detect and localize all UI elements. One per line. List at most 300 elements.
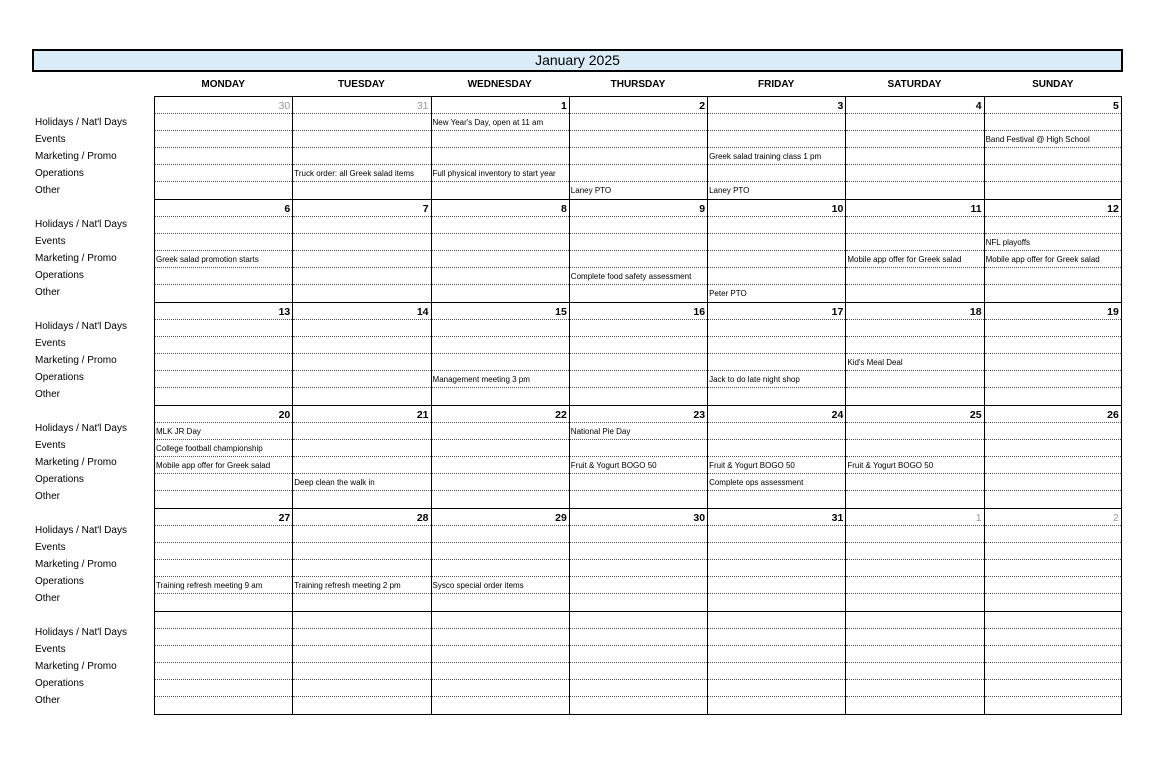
day-number: 24: [708, 406, 845, 423]
event-entry[interactable]: [708, 680, 845, 697]
event-entry[interactable]: [570, 148, 707, 165]
category-label-group: [35, 504, 153, 606]
day-cell[interactable]: [154, 406, 292, 508]
event-entry[interactable]: [570, 234, 707, 251]
event-entry[interactable]: [155, 629, 292, 646]
event-entry[interactable]: [432, 337, 569, 354]
day-cell[interactable]: [707, 303, 845, 405]
event-entry[interactable]: [155, 114, 292, 131]
category-label: Holidays / Nat'l Days: [35, 525, 127, 536]
event-entry[interactable]: Laney PTO: [570, 186, 612, 195]
day-cell[interactable]: [845, 509, 983, 611]
event-entry[interactable]: [708, 440, 845, 457]
event-entry[interactable]: [432, 320, 569, 337]
event-entry[interactable]: [293, 560, 430, 577]
event-entry[interactable]: [293, 337, 430, 354]
event-entry[interactable]: [155, 697, 292, 714]
category-label: Holidays / Nat'l Days: [35, 627, 127, 638]
event-entry[interactable]: Fruit & Yogurt BOGO 50: [846, 457, 983, 474]
event-entry[interactable]: [846, 629, 983, 646]
event-entry[interactable]: [708, 646, 845, 663]
event-entry[interactable]: [570, 371, 707, 388]
event-entry[interactable]: [708, 320, 845, 337]
day-cell[interactable]: [431, 200, 569, 302]
event-entry[interactable]: [708, 337, 845, 354]
event-entry[interactable]: [432, 663, 569, 680]
event-entry[interactable]: [985, 646, 1121, 663]
event-entry[interactable]: [432, 234, 569, 251]
day-cell[interactable]: [845, 200, 983, 302]
event-entry[interactable]: [985, 543, 1121, 560]
event-entry[interactable]: [155, 320, 292, 337]
event-entry[interactable]: [570, 251, 707, 268]
event-entry[interactable]: Mobile app offer for Greek salad: [985, 251, 1121, 268]
day-number: [708, 612, 845, 629]
event-entry[interactable]: [155, 560, 292, 577]
event-entry[interactable]: [985, 285, 1121, 302]
event-entry[interactable]: [570, 629, 707, 646]
event-entry[interactable]: New Year's Day, open at 11 am: [432, 114, 569, 131]
day-cell[interactable]: [707, 406, 845, 508]
event-entry[interactable]: [155, 680, 292, 697]
event-entry[interactable]: [432, 354, 569, 371]
event-entry[interactable]: [570, 646, 707, 663]
event-entry[interactable]: [293, 697, 430, 714]
event-entry[interactable]: [570, 680, 707, 697]
event-entry[interactable]: Mobile app offer for Greek salad: [846, 251, 983, 268]
week-row: [154, 302, 1122, 405]
day-number: 5: [985, 97, 1121, 114]
event-entry[interactable]: Truck order: all Greek salad items: [293, 165, 430, 182]
event-entry[interactable]: [293, 388, 430, 405]
day-cell[interactable]: [154, 303, 292, 405]
category-label: Holidays / Nat'l Days: [35, 321, 127, 332]
event-entry[interactable]: [846, 131, 983, 148]
event-entry[interactable]: [846, 320, 983, 337]
event-entry[interactable]: [985, 697, 1121, 714]
category-label: Other: [35, 185, 61, 196]
event-entry[interactable]: [155, 354, 292, 371]
event-entry[interactable]: [846, 646, 983, 663]
day-number: 26: [985, 406, 1121, 423]
day-cell[interactable]: [569, 406, 707, 508]
event-entry[interactable]: [155, 594, 292, 611]
category-label: Events: [35, 440, 66, 451]
event-entry[interactable]: [708, 697, 845, 714]
event-entry[interactable]: [570, 217, 707, 234]
event-entry[interactable]: Full physical inventory to start year: [432, 165, 569, 182]
event-entry[interactable]: MLK JR Day: [155, 423, 292, 440]
event-entry[interactable]: [570, 543, 707, 560]
day-cell[interactable]: [707, 612, 845, 714]
event-entry[interactable]: [708, 354, 845, 371]
event-entry[interactable]: [708, 268, 845, 285]
event-entry[interactable]: [570, 285, 707, 302]
event-entry[interactable]: [570, 594, 707, 611]
category-label-group: [35, 198, 153, 300]
day-number: 11: [846, 200, 983, 217]
day-cell[interactable]: [292, 303, 430, 405]
event-entry[interactable]: [155, 474, 292, 491]
event-entry[interactable]: [293, 423, 430, 440]
event-entry[interactable]: [846, 543, 983, 560]
event-entry[interactable]: Kid's Meal Deal: [846, 354, 983, 371]
event-entry[interactable]: [708, 234, 845, 251]
day-cell[interactable]: [707, 200, 845, 302]
category-label: Marketing / Promo: [35, 253, 117, 264]
event-entry[interactable]: [432, 646, 569, 663]
event-entry[interactable]: [708, 114, 845, 131]
event-entry[interactable]: [708, 594, 845, 611]
event-entry[interactable]: Management meeting 3 pm: [432, 371, 569, 388]
day-cell[interactable]: [845, 406, 983, 508]
event-entry[interactable]: [293, 629, 430, 646]
event-entry[interactable]: [846, 148, 983, 165]
event-entry[interactable]: [432, 629, 569, 646]
day-cell[interactable]: [292, 97, 430, 199]
event-entry[interactable]: [985, 337, 1121, 354]
day-cell[interactable]: [569, 97, 707, 199]
event-entry[interactable]: [708, 663, 845, 680]
event-entry[interactable]: [432, 543, 569, 560]
day-number: 15: [432, 303, 569, 320]
event-entry[interactable]: [432, 594, 569, 611]
event-entry[interactable]: [293, 217, 430, 234]
event-entry[interactable]: [708, 251, 845, 268]
day-number: 25: [846, 406, 983, 423]
event-entry[interactable]: [846, 663, 983, 680]
event-entry[interactable]: [846, 594, 983, 611]
event-entry[interactable]: [432, 697, 569, 714]
event-entry[interactable]: [708, 543, 845, 560]
event-entry[interactable]: [293, 114, 430, 131]
event-entry[interactable]: [846, 491, 983, 508]
day-number: 10: [708, 200, 845, 217]
event-entry[interactable]: [293, 371, 430, 388]
event-entry[interactable]: [985, 663, 1121, 680]
day-cell[interactable]: [569, 612, 707, 714]
event-entry[interactable]: [570, 577, 707, 594]
day-number: 3: [708, 97, 845, 114]
event-entry[interactable]: [708, 577, 845, 594]
event-entry[interactable]: [570, 337, 707, 354]
event-entry[interactable]: College football championship: [155, 440, 292, 457]
day-cell[interactable]: [431, 303, 569, 405]
event-entry[interactable]: Greek salad training class 1 pm: [708, 148, 845, 165]
day-cell[interactable]: [984, 509, 1122, 611]
event-entry[interactable]: [432, 251, 569, 268]
event-entry[interactable]: [432, 285, 569, 302]
event-entry[interactable]: [985, 577, 1121, 594]
event-entry[interactable]: [985, 423, 1121, 440]
event-entry[interactable]: [293, 354, 430, 371]
event-entry[interactable]: [293, 285, 430, 302]
event-entry[interactable]: [570, 440, 707, 457]
event-entry[interactable]: [846, 526, 983, 543]
event-entry[interactable]: [432, 680, 569, 697]
event-entry[interactable]: Fruit & Yogurt BOGO 50: [570, 457, 707, 474]
category-label: Other: [35, 287, 61, 298]
event-entry[interactable]: [155, 217, 292, 234]
event-entry[interactable]: [155, 165, 292, 182]
event-entry[interactable]: [293, 646, 430, 663]
event-entry[interactable]: [846, 285, 983, 302]
event-entry[interactable]: [155, 182, 292, 199]
event-entry[interactable]: [293, 543, 430, 560]
event-entry[interactable]: [155, 526, 292, 543]
category-label-group: [35, 300, 153, 402]
event-entry[interactable]: [293, 491, 430, 508]
event-entry[interactable]: [432, 423, 569, 440]
event-entry[interactable]: [293, 251, 430, 268]
event-entry[interactable]: Complete ops assessment: [708, 474, 845, 491]
event-entry[interactable]: [708, 165, 845, 182]
day-cell[interactable]: [984, 97, 1122, 199]
event-entry[interactable]: [985, 268, 1121, 285]
event-entry[interactable]: Sysco special order items: [432, 577, 569, 594]
day-number: 20: [155, 406, 292, 423]
event-entry[interactable]: [293, 663, 430, 680]
event-entry[interactable]: [985, 680, 1121, 697]
event-entry[interactable]: Peter PTO: [709, 289, 747, 298]
event-entry[interactable]: Complete food safety assessment: [570, 268, 707, 285]
event-entry[interactable]: [155, 131, 292, 148]
event-entry[interactable]: [708, 423, 845, 440]
day-number: 30: [155, 97, 292, 114]
day-number: 2: [985, 509, 1121, 526]
day-cell[interactable]: [845, 612, 983, 714]
event-entry[interactable]: [155, 148, 292, 165]
category-label: Operations: [35, 168, 84, 179]
event-entry[interactable]: [708, 491, 845, 508]
category-label: Other: [35, 389, 61, 400]
event-entry[interactable]: [432, 474, 569, 491]
event-entry[interactable]: [985, 440, 1121, 457]
event-entry[interactable]: Fruit & Yogurt BOGO 50: [708, 457, 845, 474]
event-entry[interactable]: [155, 491, 292, 508]
event-entry[interactable]: [293, 594, 430, 611]
day-cell[interactable]: [292, 509, 430, 611]
event-entry[interactable]: [708, 629, 845, 646]
event-entry[interactable]: [985, 594, 1121, 611]
event-entry[interactable]: [432, 526, 569, 543]
weekday-sunday: SUNDAY: [1032, 79, 1074, 90]
event-entry[interactable]: [570, 697, 707, 714]
event-entry[interactable]: [432, 148, 569, 165]
category-label: Marketing / Promo: [35, 661, 117, 672]
day-cell[interactable]: [984, 612, 1122, 714]
event-entry[interactable]: NFL playoffs: [985, 234, 1121, 251]
event-entry[interactable]: [985, 491, 1121, 508]
event-entry[interactable]: [432, 131, 569, 148]
event-entry[interactable]: [846, 217, 983, 234]
event-entry[interactable]: [432, 182, 569, 199]
day-cell[interactable]: [154, 97, 292, 199]
day-cell[interactable]: [984, 200, 1122, 302]
day-cell[interactable]: [569, 303, 707, 405]
event-entry[interactable]: [570, 165, 707, 182]
event-entry[interactable]: [985, 457, 1121, 474]
day-cell[interactable]: [845, 97, 983, 199]
event-entry[interactable]: [985, 474, 1121, 491]
event-entry[interactable]: [985, 560, 1121, 577]
event-entry[interactable]: [432, 217, 569, 234]
day-number: 13: [155, 303, 292, 320]
event-entry[interactable]: [846, 234, 983, 251]
day-number: 21: [293, 406, 430, 423]
day-cell[interactable]: [569, 200, 707, 302]
event-entry[interactable]: [846, 474, 983, 491]
day-cell[interactable]: [292, 406, 430, 508]
event-entry[interactable]: [985, 526, 1121, 543]
event-entry[interactable]: [846, 440, 983, 457]
event-entry[interactable]: National Pie Day: [570, 423, 707, 440]
event-entry[interactable]: [155, 337, 292, 354]
event-entry[interactable]: [293, 526, 430, 543]
event-entry[interactable]: [432, 388, 569, 405]
event-entry[interactable]: [985, 354, 1121, 371]
event-entry[interactable]: [985, 217, 1121, 234]
event-entry[interactable]: [708, 217, 845, 234]
event-entry[interactable]: [708, 131, 845, 148]
day-number: 2: [570, 97, 707, 114]
event-entry[interactable]: [846, 165, 983, 182]
event-entry[interactable]: [846, 577, 983, 594]
event-entry[interactable]: [985, 320, 1121, 337]
event-entry[interactable]: [985, 371, 1121, 388]
day-cell[interactable]: [154, 200, 292, 302]
event-entry[interactable]: [708, 526, 845, 543]
day-cell[interactable]: [154, 509, 292, 611]
event-entry[interactable]: [432, 440, 569, 457]
event-entry[interactable]: [985, 165, 1121, 182]
event-entry[interactable]: Training refresh meeting 9 am: [155, 577, 292, 594]
day-cell[interactable]: [845, 303, 983, 405]
category-label: Events: [35, 338, 66, 349]
day-cell[interactable]: [154, 612, 292, 714]
day-number: 8: [432, 200, 569, 217]
event-entry[interactable]: [846, 371, 983, 388]
event-entry[interactable]: [570, 320, 707, 337]
event-entry[interactable]: [846, 560, 983, 577]
event-entry[interactable]: [293, 440, 430, 457]
category-label: Events: [35, 644, 66, 655]
day-cell[interactable]: [984, 406, 1122, 508]
day-cell[interactable]: [292, 200, 430, 302]
event-entry[interactable]: [985, 182, 1121, 199]
day-cell[interactable]: [569, 509, 707, 611]
event-entry[interactable]: [985, 629, 1121, 646]
day-number: 12: [985, 200, 1121, 217]
event-entry[interactable]: [570, 526, 707, 543]
category-label: Other: [35, 491, 61, 502]
event-entry[interactable]: [432, 560, 569, 577]
event-entry[interactable]: [846, 182, 983, 199]
event-entry[interactable]: [846, 423, 983, 440]
event-entry[interactable]: [985, 388, 1121, 405]
category-label-group: [35, 606, 153, 708]
event-entry[interactable]: Training refresh meeting 2 pm: [293, 577, 430, 594]
category-label: Other: [35, 593, 61, 604]
event-entry[interactable]: [432, 268, 569, 285]
event-entry[interactable]: [293, 234, 430, 251]
event-entry[interactable]: [293, 320, 430, 337]
event-entry[interactable]: [293, 457, 430, 474]
event-entry[interactable]: [708, 388, 845, 405]
event-entry[interactable]: [570, 131, 707, 148]
event-entry[interactable]: [293, 680, 430, 697]
day-cell[interactable]: [707, 509, 845, 611]
event-entry[interactable]: Laney PTO: [709, 186, 750, 195]
event-entry[interactable]: [155, 371, 292, 388]
event-entry[interactable]: Mobile app offer for Greek salad: [155, 457, 292, 474]
event-entry[interactable]: [570, 388, 707, 405]
event-entry[interactable]: [570, 474, 707, 491]
event-entry[interactable]: Band Festival @ High School: [985, 131, 1121, 148]
event-entry[interactable]: [846, 680, 983, 697]
event-entry[interactable]: [293, 148, 430, 165]
day-number: 1: [846, 509, 983, 526]
event-entry[interactable]: [985, 114, 1121, 131]
category-label: Holidays / Nat'l Days: [35, 117, 127, 128]
day-number: 4: [846, 97, 983, 114]
event-entry[interactable]: [570, 491, 707, 508]
event-entry[interactable]: Jack to do late night shop: [708, 371, 845, 388]
event-entry[interactable]: [708, 560, 845, 577]
category-labels-column: [35, 96, 153, 708]
event-entry[interactable]: [570, 354, 707, 371]
day-cell[interactable]: [707, 97, 845, 199]
event-entry[interactable]: [846, 114, 983, 131]
event-entry[interactable]: [570, 560, 707, 577]
event-entry[interactable]: [155, 268, 292, 285]
event-entry[interactable]: [570, 663, 707, 680]
event-entry[interactable]: [293, 182, 430, 199]
event-entry[interactable]: [846, 268, 983, 285]
event-entry[interactable]: [155, 646, 292, 663]
event-entry[interactable]: [155, 234, 292, 251]
event-entry[interactable]: Deep clean the walk in: [293, 474, 430, 491]
day-number: 19: [985, 303, 1121, 320]
category-label: Operations: [35, 576, 84, 587]
day-cell[interactable]: [431, 97, 569, 199]
event-entry[interactable]: [293, 268, 430, 285]
day-number: [432, 612, 569, 629]
week-row: [154, 96, 1122, 199]
weekday-thursday: THURSDAY: [610, 79, 666, 90]
event-entry[interactable]: [155, 543, 292, 560]
event-entry[interactable]: [846, 337, 983, 354]
category-label: Other: [35, 695, 61, 706]
event-entry[interactable]: [155, 663, 292, 680]
event-entry[interactable]: [155, 285, 292, 302]
event-entry[interactable]: [846, 388, 983, 405]
day-cell[interactable]: [431, 509, 569, 611]
event-entry[interactable]: [155, 388, 292, 405]
day-cell[interactable]: [431, 612, 569, 714]
event-entry[interactable]: Greek salad promotion starts: [155, 251, 292, 268]
event-entry[interactable]: [570, 114, 707, 131]
day-cell[interactable]: [431, 406, 569, 508]
event-entry[interactable]: [432, 491, 569, 508]
day-cell[interactable]: [984, 303, 1122, 405]
day-cell[interactable]: [292, 612, 430, 714]
event-entry[interactable]: [846, 697, 983, 714]
event-entry[interactable]: [985, 148, 1121, 165]
event-entry[interactable]: [293, 131, 430, 148]
day-number: 9: [570, 200, 707, 217]
event-entry[interactable]: [432, 457, 569, 474]
